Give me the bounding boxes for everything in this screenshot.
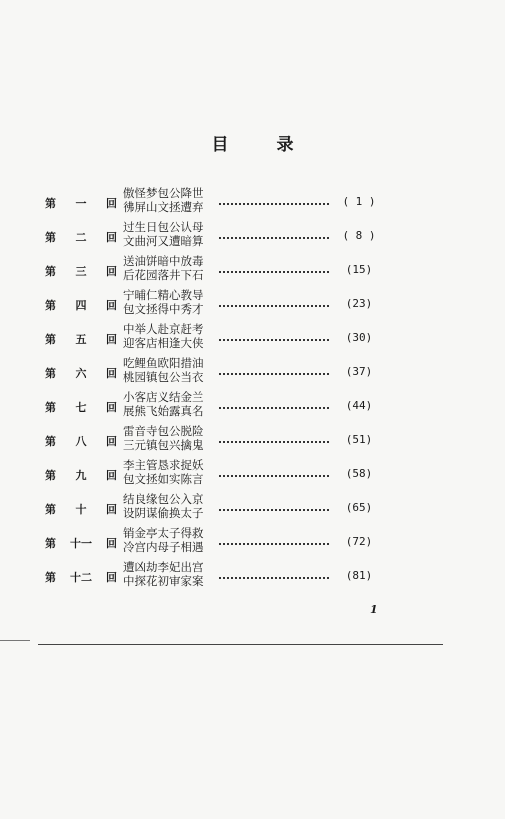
dot-leader <box>219 304 329 307</box>
chapter-number: 五 <box>75 333 87 346</box>
chapter-title-line2: 迎客店相逢大侠 <box>123 336 204 350</box>
chapter-title-line1: 傲怪梦包公降世 <box>123 186 204 200</box>
chapter-label <box>45 433 117 449</box>
title-char-1: 目 <box>211 135 229 155</box>
footer-rule-short <box>0 640 30 641</box>
chapter-title-line1: 过生日包公认母 <box>123 220 204 234</box>
chapter-page: (37) <box>345 365 373 378</box>
chapter-suffix: 回 <box>106 265 117 278</box>
chapter-title-line2: 包文拯如实陈言 <box>123 472 204 486</box>
chapter-label <box>45 535 117 551</box>
chapter-suffix: 回 <box>106 435 117 448</box>
chapter-suffix: 回 <box>106 537 117 550</box>
chapter-titles <box>123 492 204 520</box>
chapter-prefix: 第 <box>45 401 56 414</box>
chapter-label <box>45 331 117 347</box>
chapter-titles <box>123 220 204 248</box>
toc-entry[interactable] <box>45 526 385 560</box>
chapter-suffix: 回 <box>106 401 117 414</box>
chapter-number: 六 <box>75 367 87 380</box>
chapter-prefix: 第 <box>45 367 56 380</box>
chapter-title-line2: 桃园镇包公当衣 <box>123 370 204 384</box>
chapter-number: 十一 <box>70 537 92 550</box>
dot-leader <box>219 440 329 443</box>
chapter-page: (30) <box>345 331 373 344</box>
chapter-page: (65) <box>345 501 373 514</box>
chapter-prefix: 第 <box>45 197 56 210</box>
toc-entry[interactable] <box>45 288 385 322</box>
chapter-suffix: 回 <box>106 469 117 482</box>
dot-leader <box>219 270 329 273</box>
dot-leader <box>219 406 329 409</box>
dot-leader <box>219 474 329 477</box>
chapter-label <box>45 365 117 381</box>
chapter-title-line2: 包文拯得中秀才 <box>123 302 204 316</box>
chapter-titles <box>123 356 204 384</box>
chapter-titles <box>123 288 204 316</box>
chapter-title-line2: 展熊飞始露真名 <box>123 404 204 418</box>
chapter-title-line1: 小客店义结金兰 <box>123 390 204 404</box>
chapter-prefix: 第 <box>45 299 56 312</box>
chapter-label <box>45 195 117 211</box>
chapter-titles <box>123 186 204 214</box>
toc-entry[interactable] <box>45 560 385 594</box>
chapter-title-line2: 文曲河又遭暗算 <box>123 234 204 248</box>
dot-leader <box>219 508 329 511</box>
chapter-page: (72) <box>345 535 373 548</box>
chapter-title-line1: 结良缘包公入京 <box>123 492 204 506</box>
chapter-titles <box>123 424 204 452</box>
toc-entry[interactable] <box>45 254 385 288</box>
chapter-prefix: 第 <box>45 537 56 550</box>
chapter-prefix: 第 <box>45 333 56 346</box>
toc-entry[interactable] <box>45 356 385 390</box>
chapter-page: (51) <box>345 433 373 446</box>
chapter-label <box>45 229 117 245</box>
chapter-title-line2: 中探花初审家案 <box>123 574 204 588</box>
chapter-prefix: 第 <box>45 265 56 278</box>
chapter-number: 八 <box>75 435 87 448</box>
toc-entry[interactable] <box>45 424 385 458</box>
chapter-label <box>45 501 117 517</box>
chapter-title-line1: 送油饼暗中放毒 <box>123 254 204 268</box>
chapter-number: 九 <box>75 469 87 482</box>
chapter-number: 十 <box>75 503 87 516</box>
chapter-title-line2: 三元镇包兴擒鬼 <box>123 438 204 452</box>
chapter-titles <box>123 526 204 554</box>
title-char-2: 录 <box>276 135 294 155</box>
chapter-number: 十二 <box>70 571 92 584</box>
chapter-suffix: 回 <box>106 571 117 584</box>
chapter-label <box>45 297 117 313</box>
chapter-number: 四 <box>75 299 87 312</box>
chapter-title-line1: 雷音寺包公脱险 <box>123 424 204 438</box>
toc-entry[interactable] <box>45 220 385 254</box>
dot-leader <box>219 576 329 579</box>
chapter-titles <box>123 560 204 588</box>
chapter-page: (81) <box>345 569 373 582</box>
chapter-label <box>45 263 117 279</box>
chapter-title-line2: 彿屏山文拯遭弃 <box>123 200 204 214</box>
chapter-page: (23) <box>345 297 373 310</box>
chapter-label <box>45 569 117 585</box>
chapter-page: ( 8 ) <box>342 229 376 242</box>
chapter-title-line1: 遭凶劫李妃出宫 <box>123 560 204 574</box>
chapter-page: ( 1 ) <box>342 195 376 208</box>
page-number: 1 <box>370 603 378 616</box>
toc-entry[interactable] <box>45 186 385 220</box>
toc-entry[interactable] <box>45 492 385 526</box>
chapter-title-line1: 中举人赴京赶考 <box>123 322 204 336</box>
chapter-title-line2: 后花园落井下石 <box>123 268 204 282</box>
chapter-title-line1: 销金亭太子得救 <box>123 526 204 540</box>
chapter-suffix: 回 <box>106 231 117 244</box>
chapter-suffix: 回 <box>106 367 117 380</box>
toc-entry[interactable] <box>45 322 385 356</box>
chapter-title-line2: 设阴谋偷换太子 <box>123 506 204 520</box>
chapter-page: (58) <box>345 467 373 480</box>
chapter-prefix: 第 <box>45 435 56 448</box>
chapter-title-line1: 吃鲤鱼欧阳措油 <box>123 356 204 370</box>
chapter-suffix: 回 <box>106 333 117 346</box>
chapter-suffix: 回 <box>106 299 117 312</box>
chapter-prefix: 第 <box>45 231 56 244</box>
chapter-number: 二 <box>75 231 87 244</box>
dot-leader <box>219 202 329 205</box>
table-of-contents <box>45 186 385 594</box>
footer-rule <box>38 644 443 645</box>
chapter-label <box>45 467 117 483</box>
chapter-number: 七 <box>75 401 87 414</box>
chapter-suffix: 回 <box>106 503 117 516</box>
page-title <box>0 130 505 155</box>
chapter-page: (15) <box>345 263 373 276</box>
chapter-prefix: 第 <box>45 469 56 482</box>
chapter-number: 三 <box>75 265 87 278</box>
chapter-titles <box>123 254 204 282</box>
toc-entry[interactable] <box>45 458 385 492</box>
chapter-page: (44) <box>345 399 373 412</box>
chapter-title-line1: 宁晡仁精心教导 <box>123 288 204 302</box>
dot-leader <box>219 236 329 239</box>
dot-leader <box>219 338 329 341</box>
chapter-suffix: 回 <box>106 197 117 210</box>
toc-entry[interactable] <box>45 390 385 424</box>
chapter-number: 一 <box>75 197 87 210</box>
chapter-prefix: 第 <box>45 503 56 516</box>
chapter-label <box>45 399 117 415</box>
dot-leader <box>219 542 329 545</box>
chapter-title-line2: 冷宫内母子相遇 <box>123 540 204 554</box>
dot-leader <box>219 372 329 375</box>
chapter-title-line1: 李主管恳求捉妖 <box>123 458 204 472</box>
chapter-titles <box>123 458 204 486</box>
chapter-titles <box>123 322 204 350</box>
chapter-titles <box>123 390 204 418</box>
chapter-prefix: 第 <box>45 571 56 584</box>
